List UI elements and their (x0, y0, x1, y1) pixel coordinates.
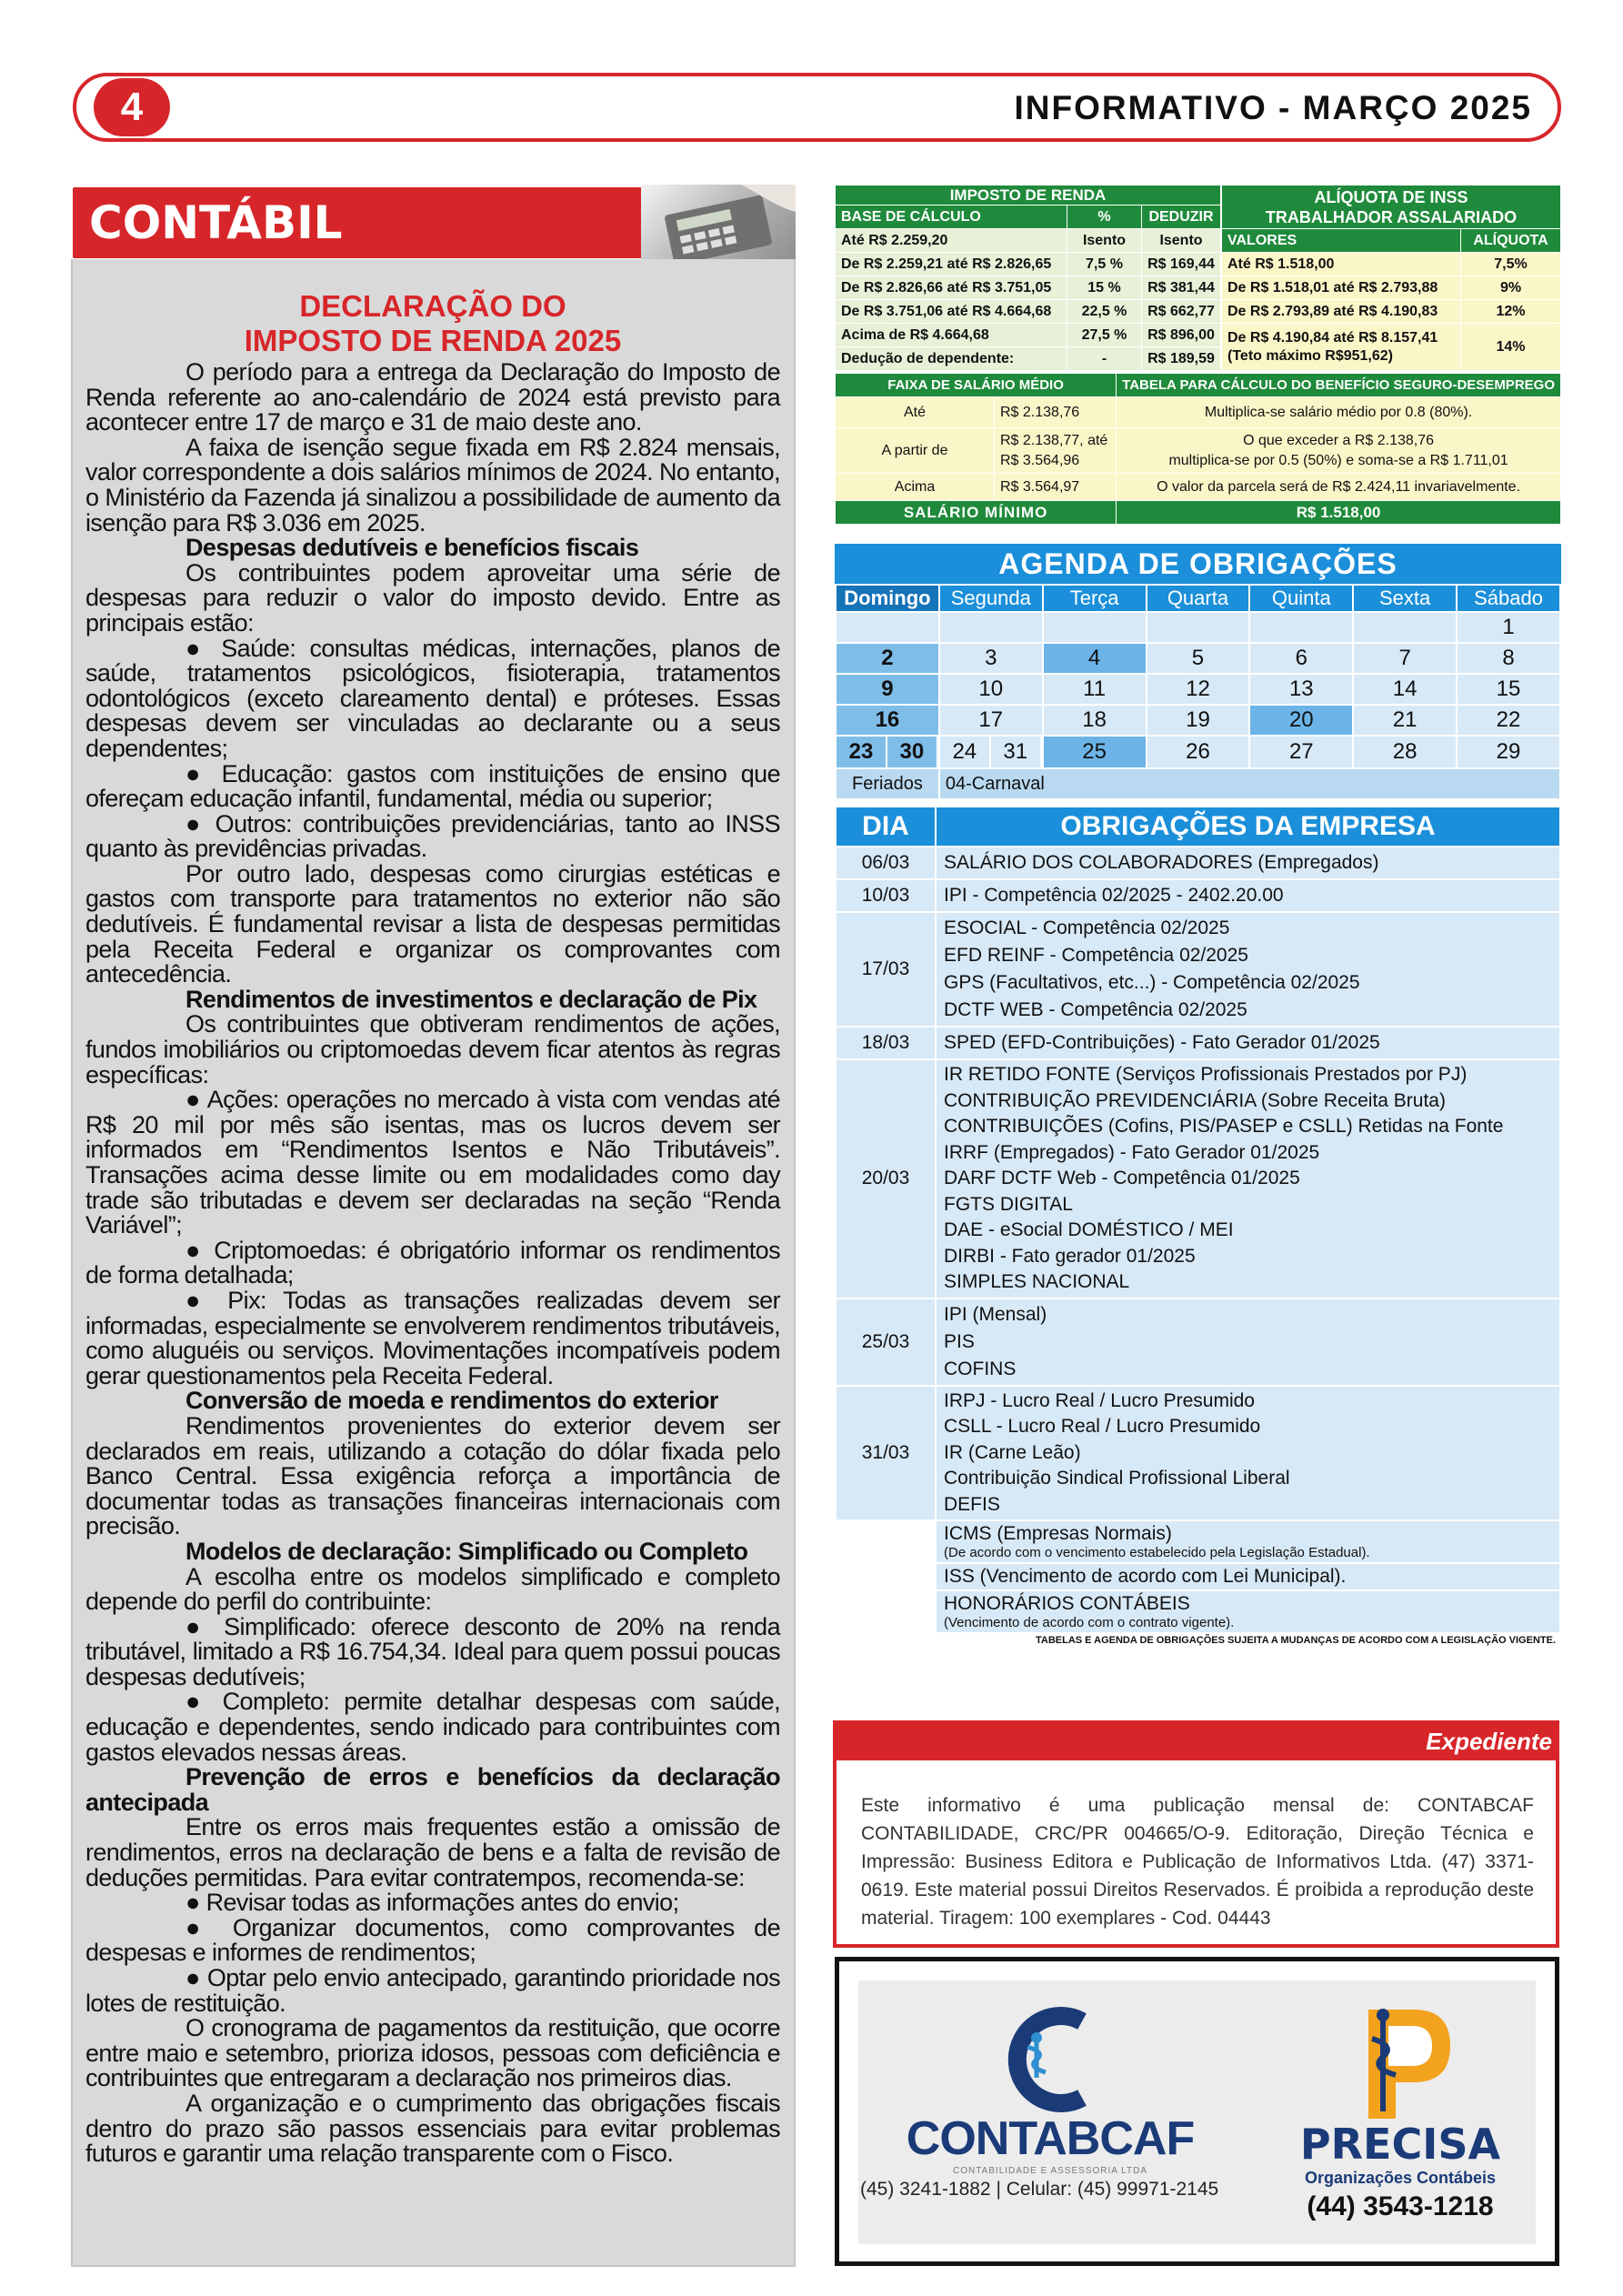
ir-row (836, 276, 1221, 300)
article-paragraph: ● Criptomoedas: é obrigatório informar os rendimentos de forma detalhada; (85, 1236, 780, 1289)
calendar-split-cell (939, 736, 1043, 768)
calendar-day: 16 (836, 705, 939, 736)
obligation-item: IR RETIDO FONTE (Serviços Profissionais Prestados por PJ) (944, 1064, 1468, 1085)
calendar-day (939, 612, 1043, 643)
obligation-item: DARF DCTF Web - Competência 01/2025 (944, 1168, 1300, 1188)
calendar-day: 23 (837, 737, 887, 767)
unemployment-r3-rule: O valor da parcela será de R$ 2.424,11 invariavelmente. (1117, 474, 1561, 501)
calendar-week (836, 736, 1560, 768)
contabcaf-logo (900, 2005, 1200, 2176)
ir-row (836, 300, 1221, 324)
article-paragraph: A escolha entre os modelos simplificado e completo depende do perfil do contribuinte: (85, 1562, 780, 1616)
obligation-row (836, 847, 1560, 879)
weekday-header: Sábado (1457, 585, 1560, 612)
unemployment-r2-rule-line1: O que exceder a R$ 2.138,76 (1243, 432, 1435, 448)
unemployment-r2-range-line1: R$ 2.138,77, até (1000, 432, 1108, 448)
obligation-extra-main: HONORÁRIOS CONTÁBEIS (944, 1593, 1190, 1614)
inss-row (1222, 276, 1561, 300)
calendar-week (836, 643, 1560, 674)
calendar-day (836, 612, 939, 643)
obligation-item: IPI (Mensal) (944, 1303, 1047, 1325)
inss-title-line1: ALÍQUOTA DE INSS (1314, 187, 1468, 206)
obligation-items (936, 1027, 1560, 1059)
calendar-day: 24 (940, 737, 991, 767)
precisa-name: PRECISA (1299, 2120, 1501, 2169)
inss-title (1222, 185, 1561, 229)
calendar-week (836, 674, 1560, 705)
calendar-day: 1 (1457, 612, 1560, 643)
obligation-row (836, 1059, 1560, 1298)
obligation-item: SIMPLES NACIONAL (944, 1271, 1130, 1292)
obligation-extra-spacer (836, 1520, 936, 1563)
ir-base: Acima de R$ 4.664,68 (836, 324, 1067, 347)
income-tax-table (835, 185, 1221, 371)
obligation-extra-item (936, 1520, 1560, 1563)
article-paragraph: ● Revisar todas as informações antes do envio; (185, 1889, 679, 1917)
calendar-day: 8 (1457, 643, 1560, 674)
weekday-header: Terça (1043, 585, 1147, 612)
obligation-item: IRRF (Empregados) - Fato Gerador 01/2025 (944, 1141, 1320, 1163)
calendar-week (836, 612, 1560, 643)
ir-deduct: R$ 381,44 (1142, 276, 1221, 300)
minimum-wage-value: R$ 1.518,00 (1117, 501, 1561, 525)
calendar-day: 31 (991, 737, 1042, 767)
article-paragraph: Rendimentos provenientes do exterior devem ser declarados em reais, utilizando a cotação do dólar fixada pelo Banco Central. Essa exigência reforça a importância de documentar todas as transações financeiras internacionais com precisão. (85, 1411, 780, 1540)
obligation-item: FGTS DIGITAL (944, 1193, 1073, 1215)
precisa-logo (1273, 1991, 1528, 2222)
contabcaf-phone: (45) 3241-1882 | Celular: (45) 99971-2145 (860, 2179, 1219, 2200)
calendar-day: 28 (1353, 736, 1457, 768)
obligation-extra-note: (De acordo com o vencimento estabelecido pela Legislação Estadual). (944, 1545, 1370, 1560)
inss-last-range-line1: De R$ 4.190,84 até R$ 8.157,41 (1227, 329, 1438, 346)
article-paragraph: Os contribuintes que obtiveram rendimentos de ações, fundos imobiliários ou criptomoedas devem ficar atentos às regras específicas: (85, 1010, 780, 1088)
article-paragraph: ● Educação: gastos com instituições de ensino que ofereçam educação infantil, fundamental, média ou superior; (85, 759, 780, 813)
calendar-day: 6 (1249, 643, 1353, 674)
obligation-item: DEFIS (944, 1493, 1000, 1515)
calendar-week (836, 705, 1560, 736)
expediente-label: Expediente (1426, 1728, 1552, 1755)
contabcaf-name: CONTABCAF (906, 2112, 1195, 2165)
article-title-line2: IMPOSTO DE RENDA 2025 (244, 324, 622, 357)
ir-row (836, 253, 1221, 276)
article-subheading: Modelos de declaração: Simplificado ou Completo (185, 1537, 748, 1565)
precisa-emblem-icon (1332, 1991, 1468, 2128)
ir-deduct: Isento (1142, 229, 1221, 253)
obligation-item: DIRBI - Fato gerador 01/2025 (944, 1245, 1196, 1267)
obligation-item: GPS (Facultativos, etc...) - Competência 02/2025 (944, 972, 1360, 993)
article-paragraph: Entre os erros mais frequentes estão a omissão de rendimentos, erros na declaração de bens e a falta de revisão de deduções permitidas. Para evitar contratempos, recomenda-se: (85, 1813, 780, 1891)
obligation-row (836, 1298, 1560, 1386)
ir-base: De R$ 3.751,06 até R$ 4.664,68 (836, 300, 1067, 324)
income-tax-title: IMPOSTO DE RENDA (836, 185, 1221, 206)
ir-deduct: R$ 169,44 (1142, 253, 1221, 276)
unemployment-r1-label: Até (836, 397, 995, 428)
calendar-day: 15 (1457, 674, 1560, 705)
ir-base: Dedução de dependente: (836, 347, 1067, 371)
obligation-extra-item (936, 1563, 1560, 1590)
ir-header-base: BASE DE CÁLCULO (836, 206, 1067, 229)
calendar-day (1043, 612, 1147, 643)
obligations-agenda (835, 544, 1561, 1646)
obligation-extra-spacer (836, 1563, 936, 1590)
obligation-row (836, 912, 1560, 1027)
article-paragraph: ● Saúde: consultas médicas, internações, planos de saúde, tratamentos psicológicos, fisioterapia, tratamentos odontológicos (exceto clareamento dental) e próteses. Essas despesas devem ser vinculadas ao declarante ou a seus dependentes; (85, 634, 780, 762)
calendar-day: 20 (1249, 705, 1353, 736)
obligation-items (936, 879, 1560, 912)
ir-rate: 22,5 % (1067, 300, 1142, 324)
calendar-day: 2 (836, 643, 939, 674)
ir-header-deduct: DEDUZIR (1142, 206, 1221, 229)
ir-base: De R$ 2.259,21 até R$ 2.826,65 (836, 253, 1067, 276)
obligation-item: Contribuição Sindical Profissional Liberal (944, 1468, 1290, 1489)
obligation-day: 31/03 (836, 1386, 936, 1521)
obligation-item: ESOCIAL - Competência 02/2025 (944, 917, 1230, 938)
ir-deduct: R$ 189,59 (1142, 347, 1221, 371)
inss-title-line2: TRABALHADOR ASSALARIADO (1265, 207, 1518, 226)
article-paragraph: ● Simplificado: oferece desconto de 20% na renda tributável, limitado a R$ 16.754,34. Ideal para quem possui poucas despesas dedutíveis; (85, 1612, 780, 1690)
inss-range: De R$ 1.518,01 até R$ 2.793,88 (1222, 276, 1461, 300)
calendar-day: 14 (1353, 674, 1457, 705)
obligations-col-name: OBRIGAÇÕES DA EMPRESA (936, 807, 1560, 847)
ir-deduct: R$ 896,00 (1142, 324, 1221, 347)
weekday-header: Quinta (1249, 585, 1353, 612)
inss-rate: 12% (1461, 300, 1561, 324)
obligations-table (835, 806, 1561, 1634)
ir-base: De R$ 2.826,66 até R$ 3.751,05 (836, 276, 1067, 300)
obligation-item: CONTRIBUIÇÕES (Cofins, PIS/PASEP e CSLL) Retidas na Fonte (944, 1116, 1504, 1137)
agenda-title: AGENDA DE OBRIGAÇÕES (835, 544, 1561, 584)
inss-last-range (1222, 324, 1461, 371)
ir-rate: 15 % (1067, 276, 1142, 300)
inss-last-rate: 14% (1461, 324, 1561, 371)
ir-row (836, 347, 1221, 371)
inss-row (1222, 253, 1561, 276)
calendar-day: 3 (939, 643, 1043, 674)
unemployment-r2-label: A partir de (836, 428, 995, 474)
obligation-row (836, 1386, 1560, 1521)
unemployment-r2-range-line2: R$ 3.564,96 (1000, 452, 1080, 468)
article-paragraph: ● Completo: permite detalhar despesas com saúde, educação e dependentes, sendo indicado para contribuintes com gastos elevados nessas áreas. (85, 1688, 780, 1766)
inss-row (1222, 300, 1561, 324)
unemployment-r2-rule-line2: multiplica-se por 0.5 (50%) e soma-se a R$ 1.711,01 (1168, 452, 1508, 468)
obligation-day: 06/03 (836, 847, 936, 879)
article-paragraph: A faixa de isenção segue fixada em R$ 2.824 mensais, valor correspondente a dois salários mínimos de 2024. No entanto, o Ministério da Fazenda já sinalizou a possibilidade de aumento da isenção para R$ 3.036 em 2025. (85, 433, 780, 536)
precisa-phone: (44) 3543-1218 (1307, 2191, 1494, 2221)
calendar-day: 25 (1043, 736, 1147, 768)
precisa-sub: Organizações Contábeis (1304, 2169, 1497, 2187)
calendar-day: 10 (939, 674, 1043, 705)
calendar-day: 18 (1043, 705, 1147, 736)
obligation-extra-main: ICMS (Empresas Normais) (944, 1523, 1172, 1544)
obligation-item: SPED (EFD-Contribuições) - Fato Gerador 01/2025 (944, 1032, 1380, 1053)
article-subheading: Rendimentos de investimentos e declaração de Pix (185, 985, 757, 1013)
obligation-item: IPI - Competência 02/2025 - 2402.20.00 (944, 885, 1284, 906)
ir-row (836, 229, 1221, 253)
weekday-header: Domingo (836, 585, 939, 612)
obligation-item: CONTRIBUIÇÃO PREVIDENCIÁRIA (Sobre Receita Bruta) (944, 1089, 1446, 1111)
article-paragraph: O cronograma de pagamentos da restituição, que ocorre entre maio e setembro, prioriza idosos, pessoas com deficiência e contribuintes que entregaram a declaração nos primeiros dias. (85, 2014, 780, 2092)
calendar-day: 13 (1249, 674, 1353, 705)
inss-range: Até R$ 1.518,00 (1222, 253, 1461, 276)
obligation-items (936, 912, 1560, 1027)
inss-table (1221, 185, 1561, 371)
ir-rate: Isento (1067, 229, 1142, 253)
article-subheading: Despesas dedutíveis e benefícios fiscais (185, 534, 639, 562)
inss-rate: 9% (1461, 276, 1561, 300)
obligation-day: 25/03 (836, 1298, 936, 1386)
calendar-day: 7 (1353, 643, 1457, 674)
calendar-day (1147, 612, 1250, 643)
obligations-col-day: DIA (836, 807, 936, 847)
tax-tables (835, 185, 1561, 525)
calendar-day: 17 (939, 705, 1043, 736)
obligation-item: COFINS (944, 1358, 1017, 1379)
article-body (85, 360, 780, 2167)
calendar-day: 22 (1457, 705, 1560, 736)
minimum-wage-label: SALÁRIO MÍNIMO (836, 501, 1117, 525)
article-paragraph: ● Pix: Todas as transações realizadas devem ser informadas, especialmente se envolverem rendimentos tributáveis, como aluguéis ou serviços. Movimentações incompatíveis podem gerar questionamentos pela Receita Federal. (85, 1286, 780, 1389)
obligation-extra-row (836, 1520, 1560, 1563)
ir-rate: 7,5 % (1067, 253, 1142, 276)
obligation-day: 18/03 (836, 1027, 936, 1059)
obligation-item: DAE - eSocial DOMÉSTICO / MEI (944, 1219, 1234, 1240)
calendar-day: 21 (1353, 705, 1457, 736)
obligation-item: DCTF WEB - Competência 02/2025 (944, 999, 1247, 1020)
ir-base: Até R$ 2.259,20 (836, 229, 1067, 253)
ir-header-rate: % (1067, 206, 1142, 229)
unemployment-r3-label: Acima (836, 474, 995, 501)
article-paragraph: A organização e o cumprimento das obrigações fiscais dentro do prazo são passos essenciais para evitar problemas futuros e garantir uma relação transparente com o Fisco. (85, 2089, 780, 2168)
inss-header-values: VALORES (1222, 229, 1461, 253)
holidays-value: 04-Carnaval (939, 768, 1560, 799)
page-number: 4 (94, 78, 170, 136)
article-title-line1: DECLARAÇÃO DO (299, 289, 566, 323)
unemployment-header-right: TABELA PARA CÁLCULO DO BENEFÍCIO SEGURO-DESEMPREGO (1117, 374, 1561, 397)
obligation-items (936, 1386, 1560, 1521)
obligation-item: PIS (944, 1330, 975, 1352)
obligation-day: 10/03 (836, 879, 936, 912)
obligation-items (936, 1298, 1560, 1386)
calculator-icon (641, 185, 796, 259)
article-paragraph: Por outro lado, despesas como cirurgias estéticas e gastos com transporte para tratamentos no exterior não são dedutíveis. É fundamental revisar a lista de despesas permitidas pela Receita Federal e organizar os comprovantes com antecedência. (85, 859, 780, 988)
obligation-extra-row (836, 1590, 1560, 1633)
ir-rate: - (1067, 347, 1142, 371)
weekday-header: Segunda (939, 585, 1043, 612)
calendar-day (1249, 612, 1353, 643)
calendar-day: 30 (887, 737, 938, 767)
obligation-extra-spacer (836, 1590, 936, 1633)
unemployment-r1-range: R$ 2.138,76 (995, 397, 1117, 428)
calendar-day: 19 (1147, 705, 1250, 736)
expediente-text: Este informativo é uma publicação mensal de: CONTABCAF CONTABILIDADE, CRC/PR 004665/O-9. Editoração, Direção Técnica e Impressão: Business Editora e Publicação de Informativos Ltda. (47) 3371-0619. Este material possui Direitos Reservados. É proibida a reprodução deste material. Tiragem: 100 exemplares - Cod. 04443 (861, 1795, 1534, 1929)
obligation-item: EFD REINF - Competência 02/2025 (944, 945, 1248, 966)
obligation-item: CSLL - Lucro Real / Lucro Presumido (944, 1416, 1261, 1437)
ir-rate: 27,5 % (1067, 324, 1142, 347)
newsletter-title: INFORMATIVO - MARÇO 2025 (1014, 89, 1532, 126)
obligation-item: SALÁRIO DOS COLABORADORES (Empregados) (944, 852, 1379, 873)
calendar-day: 27 (1249, 736, 1353, 768)
calculator-photo (641, 185, 796, 259)
inss-header-rate: ALÍQUOTA (1461, 229, 1561, 253)
obligation-extra-main: ISS (Vencimento de acordo com Lei Municipal). (944, 1566, 1347, 1587)
article-paragraph: ● Ações: operações no mercado à vista com vendas até R$ 20 mil por mês são isentas, mas os lucros devem ser informados em “Rendimentos Isentos e Não Tributáveis”. Transações acima desse limite ou em modalidades como day trade são tributadas e devem ser declaradas na seção “Renda Variável”; (85, 1086, 780, 1239)
article-paragraph: ● Outros: contribuições previdenciárias, tanto ao INSS quanto às previdências privadas. (85, 809, 780, 863)
contabcaf-sub: CONTABILIDADE E ASSESSORIA LTDA (952, 2166, 1148, 2176)
obligation-day: 20/03 (836, 1059, 936, 1298)
obligation-items (936, 1059, 1560, 1298)
unemployment-r3-range: R$ 3.564,97 (995, 474, 1117, 501)
obligation-row (836, 879, 1560, 912)
obligation-item: IRPJ - Lucro Real / Lucro Presumido (944, 1389, 1255, 1411)
calendar-day: 12 (1147, 674, 1250, 705)
calendar-day: 5 (1147, 643, 1250, 674)
article-title (85, 289, 780, 358)
article-paragraph: Os contribuintes podem aproveitar uma série de despesas para reduzir o valor do imposto devido. Entre as principais estão: (85, 558, 780, 637)
unemployment-r1-rule: Multiplica-se salário médio por 0.8 (80%). (1117, 397, 1561, 428)
article-paragraph: ● Organizar documentos, como comprovantes de despesas e informes de rendimentos; (85, 1913, 780, 1967)
calendar-day (1353, 612, 1457, 643)
article-subheading: Prevenção de erros e benefícios da declaração antecipada (85, 1763, 780, 1816)
calendar-day: 9 (836, 674, 939, 705)
calendar-split-cell (836, 736, 939, 768)
obligation-extra-item (936, 1590, 1560, 1633)
ir-row (836, 324, 1221, 347)
article (85, 289, 780, 2167)
weekday-header: Quarta (1147, 585, 1250, 612)
agenda-disclaimer: TABELAS E AGENDA DE OBRIGAÇÕES SUJEITA A MUDANÇAS DE ACORDO COM A LEGISLAÇÃO VIGENTE. (1035, 1635, 1556, 1646)
calendar-day: 29 (1457, 736, 1560, 768)
ir-deduct: R$ 662,77 (1142, 300, 1221, 324)
obligation-row (836, 1027, 1560, 1059)
calendar (835, 584, 1561, 800)
article-subheading: Conversão de moeda e rendimentos do exterior (185, 1387, 718, 1415)
calendar-day: 4 (1043, 643, 1147, 674)
inss-rate: 7,5% (1461, 253, 1561, 276)
inss-last-range-line2: (Teto máximo R$951,62) (1227, 347, 1393, 364)
obligation-item: IR (Carne Leão) (944, 1441, 1081, 1463)
unemployment-table (835, 373, 1561, 525)
unemployment-r2-rule (1117, 428, 1561, 474)
obligation-extra-note: (Vencimento de acordo com o contrato vigente). (944, 1615, 1235, 1630)
inss-range: De R$ 2.793,89 até R$ 4.190,83 (1222, 300, 1461, 324)
obligation-extra-row (836, 1563, 1560, 1590)
weekday-header: Sexta (1353, 585, 1457, 612)
section-title: CONTÁBIL (73, 187, 646, 258)
calendar-day: 11 (1043, 674, 1147, 705)
holidays-label: Feriados (836, 768, 939, 799)
article-paragraph: O período para a entrega da Declaração do Imposto de Renda referente ao ano-calendário de 2024 está previsto para acontecer entre 17 de março e 31 de maio deste ano. (85, 358, 780, 436)
contabcaf-emblem-icon (900, 2005, 1200, 2114)
calendar-day: 26 (1147, 736, 1250, 768)
obligation-items (936, 847, 1560, 879)
article-paragraph: ● Optar pelo envio antecipado, garantindo prioridade nos lotes de restituição. (85, 1964, 780, 2017)
obligation-day: 17/03 (836, 912, 936, 1027)
unemployment-header-left: FAIXA DE SALÁRIO MÉDIO (836, 374, 1117, 397)
unemployment-r2-range (995, 428, 1117, 474)
